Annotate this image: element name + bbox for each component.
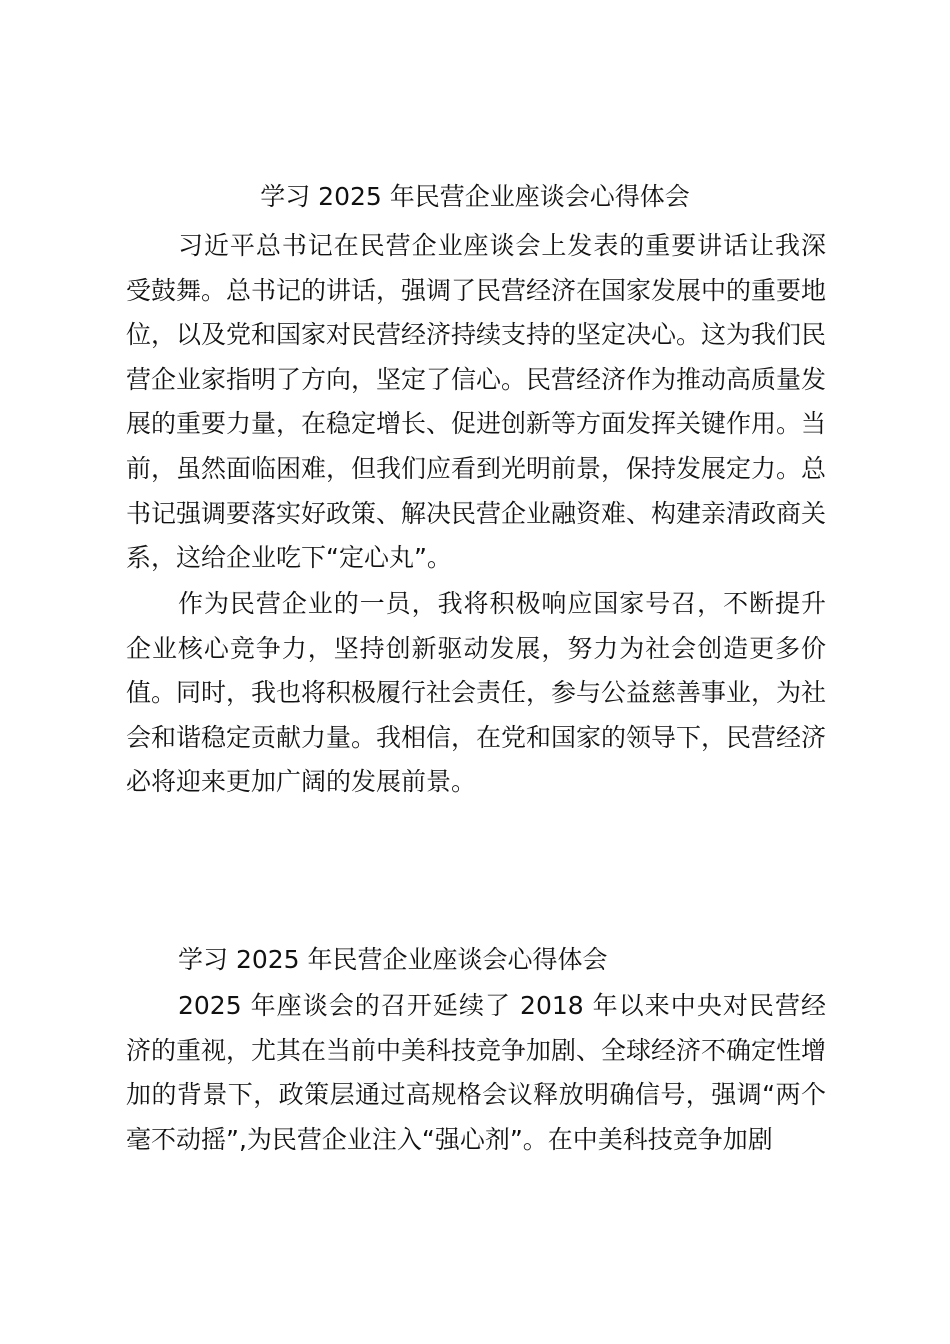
paragraph-1: 习近平总书记在民营企业座谈会上发表的重要讲话让我深受鼓舞。总书记的讲话，强调了民营经济在国家发展中的重要地位，以及党和国家对民营经济持续支持的坚定决心。这为我们民营企业家指明了方向，坚定了信心。民营经济作为推动高质量发展的重要力量，在稳定增长、促进创新等方面发挥关键作用。当前，虽然面临困难，但我们应看到光明前景，保持发展定力。总书记强调要落实好政策、解决民营企业融资难、构建亲清政商关系，这给企业吃下“定心丸”。 — [126, 231, 827, 573]
second-article-title: 学习 2025 年民营企业座谈会心得体会 — [178, 945, 608, 974]
document-title: 学习 2025 年民营企业座谈会心得体会 — [260, 182, 690, 211]
second-article-body — [126, 984, 826, 1162]
paragraph-3: 2025 年座谈会的召开延续了 2018 年以来中央对民营经济的重视，尤其在当前中美科技竞争加剧、全球经济不确定性增加的背景下，政策层通过高规格会议释放明确信号，强调“两个毫不动摇”,为民营企业注入“强心剂”。在中美科技竞争加剧 — [126, 991, 827, 1154]
first-article-body — [126, 224, 826, 581]
first-article-body-continued — [126, 582, 826, 805]
paragraph-2: 作为民营企业的一员，我将积极响应国家号召，不断提升企业核心竞争力，坚持创新驱动发展，努力为社会创造更多价值。同时，我也将积极履行社会责任，参与公益慈善事业，为社会和谐稳定贡献力量。我相信，在党和国家的领导下，民营经济必将迎来更加广阔的发展前景。 — [126, 589, 827, 797]
